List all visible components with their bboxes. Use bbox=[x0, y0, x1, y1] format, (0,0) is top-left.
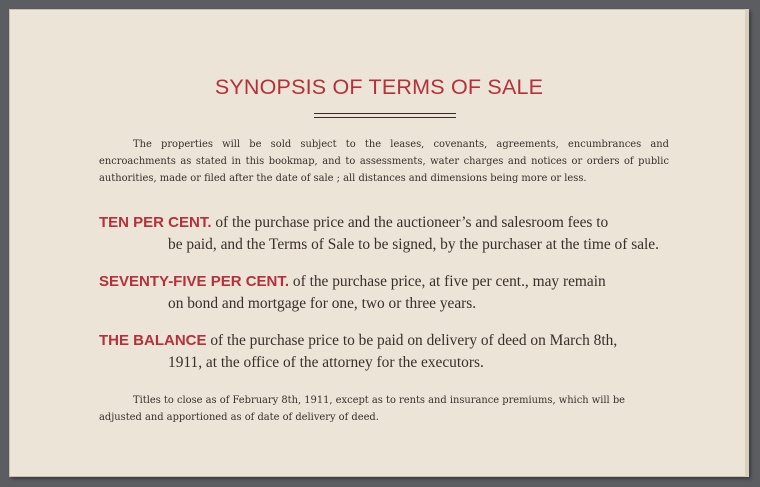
page-title: SYNOPSIS OF TERMS OF SALE bbox=[214, 75, 544, 99]
clause-ten-per-cent bbox=[99, 212, 669, 256]
clause-the-balance bbox=[99, 330, 669, 374]
document-page bbox=[9, 9, 749, 477]
clause-heading: SEVENTY-FIVE PER CENT. bbox=[99, 273, 290, 290]
intro-paragraph: The properties will be sold subject to the leases, covenants, agreements, encumbrances and encroachments as stated in this bookmap, and to assessments, water charges and notices or orders of public authorities, made or filed after the date of sale ; all distances and dimensions being more or less. bbox=[99, 139, 669, 184]
title-rule-top bbox=[314, 113, 456, 114]
clause-heading: THE BALANCE bbox=[99, 332, 207, 349]
footnote-paragraph: Titles to close as of February 8th, 1911, except as to rents and insurance premiums, which will be adjusted and apportioned as of date of delivery of deed. bbox=[99, 395, 625, 423]
clause-text-line2: 1911, at the office of the attorney for the executors. bbox=[168, 354, 484, 371]
clause-seventy-five-per-cent bbox=[99, 271, 669, 315]
clause-text-line1: of the purchase price and the auctioneer’s and salesroom fees to bbox=[211, 214, 609, 231]
clause-text-line2: be paid, and the Terms of Sale to be signed, by the purchaser at the time of sale. bbox=[168, 236, 659, 253]
clause-text-line1: of the purchase price to be paid on delivery of deed on March 8th, bbox=[206, 332, 618, 349]
title-rule-bottom bbox=[314, 117, 456, 118]
clause-heading: TEN PER CENT. bbox=[99, 214, 212, 231]
clause-text-line1: of the purchase price, at five per cent., may remain bbox=[289, 273, 606, 290]
clause-text-line2: on bond and mortgage for one, two or three years. bbox=[168, 295, 477, 312]
